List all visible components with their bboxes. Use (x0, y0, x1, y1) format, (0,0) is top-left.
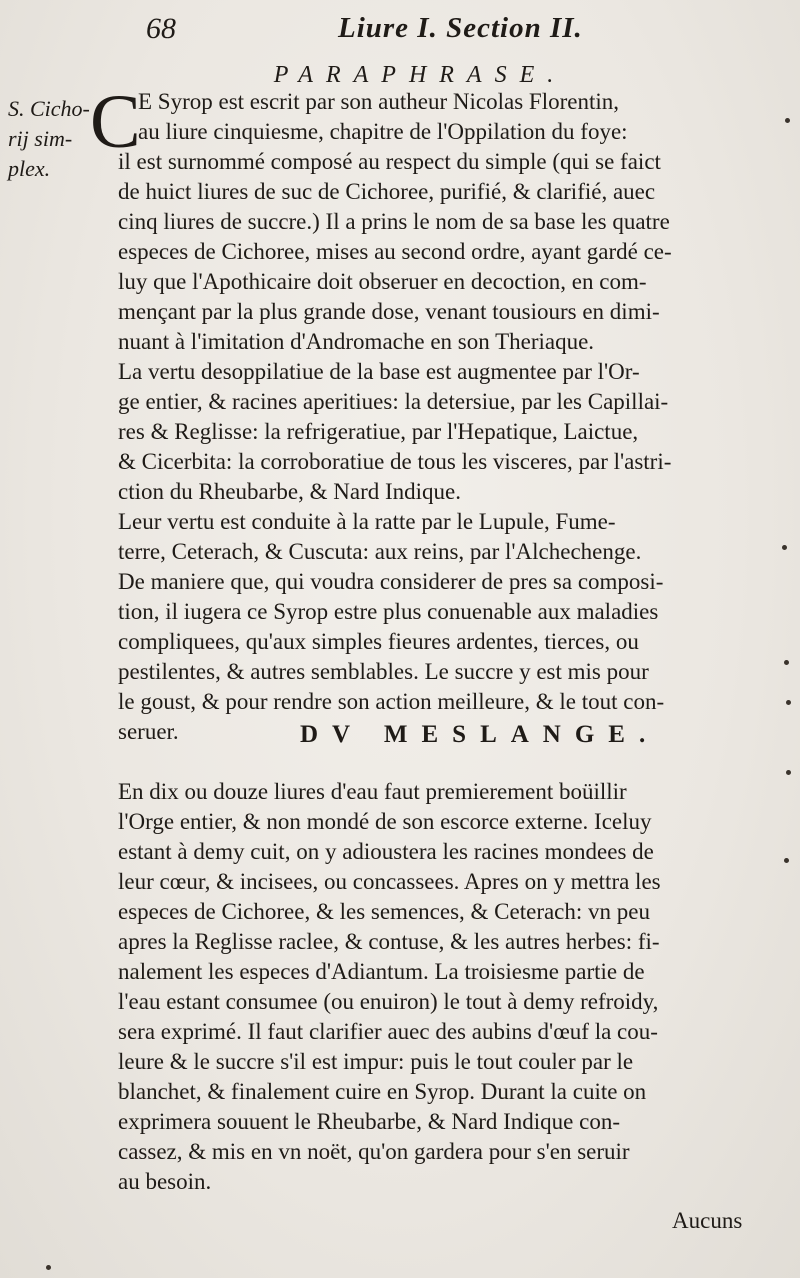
catchword: Aucuns (672, 1208, 743, 1233)
ink-speck (46, 1265, 51, 1270)
margin-note-line: rij sim- (8, 126, 73, 151)
text-line: leure & le succre s'il est impur: puis le tout couler par le (118, 1049, 634, 1074)
paragraph-3 (118, 507, 664, 747)
text-line: l'eau estant consumee (ou enuiron) le tout à demy refroidy, (118, 989, 659, 1014)
page-number: 68 (146, 12, 176, 45)
text-line: En dix ou douze liures d'eau faut premierement boüillir (118, 779, 627, 804)
text-line: especes de Cichoree, mises au second ordre, ayant gardé ce- (118, 239, 672, 264)
margin-note (8, 94, 88, 184)
text-line: pestilentes, & autres semblables. Le succre y est mis pour (118, 659, 649, 684)
text-line: sera exprimé. Il faut clarifier auec des aubins d'œuf la cou- (118, 1019, 658, 1044)
section-title: PARAPHRASE. (273, 62, 567, 88)
text-line: estant à demy cuit, on y adioustera les racines mondees de (118, 839, 654, 864)
text-line: il est surnommé composé au respect du simple (qui se faict (118, 149, 661, 174)
ink-speck (784, 660, 789, 665)
text-line: apres la Reglisse raclee, & contuse, & les autres herbes: fi- (118, 929, 660, 954)
text-line: De maniere que, qui voudra considerer de pres sa composi- (118, 569, 664, 594)
text-line: nalement les especes d'Adiantum. La troisiesme partie de (118, 959, 645, 984)
margin-note-line: plex. (8, 156, 51, 181)
text-line: au liure cinquiesme, chapitre de l'Oppilation du foye: (138, 119, 628, 144)
ink-speck (785, 118, 790, 123)
text-line: E Syrop est escrit par son autheur Nicolas Florentin, (138, 89, 619, 114)
text-line: mençant par la plus grande dose, venant tousiours en dimi- (118, 299, 660, 324)
paragraph-2 (118, 357, 671, 507)
text-line: ge entier, & racines aperitiues: la detersiue, par les Capillai- (118, 389, 669, 414)
ink-speck (786, 770, 791, 775)
text-line: La vertu desoppilatiue de la base est augmentee par l'Or- (118, 359, 640, 384)
text-line: exprimera souuent le Rheubarbe, & Nard Indique con- (118, 1109, 620, 1134)
text-line: luy que l'Apothicaire doit obseruer en decoction, en com- (118, 269, 647, 294)
text-line: nuant à l'imitation d'Andromache en son Theriaque. (118, 329, 595, 354)
text-line: compliquees, qu'aux simples fieures ardentes, tierces, ou (118, 629, 639, 654)
text-line: leur cœur, & incisees, ou concassees. Apres on y mettra les (118, 869, 661, 894)
text-line: cinq liures de succre.) Il a prins le nom de sa base les quatre (118, 209, 670, 234)
paragraph-1 (118, 147, 672, 357)
text-line: l'Orge entier, & non mondé de son escorce externe. Iceluy (118, 809, 652, 834)
page-header (0, 10, 800, 50)
text-line: & Cicerbita: la corroboratiue de tous les visceres, par l'astri- (118, 449, 672, 474)
text-line: au besoin. (118, 1169, 212, 1194)
paragraph-4 (118, 777, 661, 1197)
text-line: blanchet, & finalement cuire en Syrop. Durant la cuite on (118, 1079, 647, 1104)
ink-speck (784, 858, 789, 863)
paragraph-1-opening (138, 87, 628, 147)
running-head: Liure I. Section II. (338, 12, 583, 44)
text-line: cassez, & mis en vn noët, qu'on gardera pour s'en seruir (118, 1139, 630, 1164)
text-line: res & Reglisse: la refrigeratiue, par l'Hepatique, Laictue, (118, 419, 639, 444)
text-line: especes de Cichoree, & les semences, & Ceterach: vn peu (118, 899, 650, 924)
drop-cap: C (90, 80, 141, 164)
text-line: ction du Rheubarbe, & Nard Indique. (118, 479, 461, 504)
text-line: seruer. (118, 719, 179, 744)
text-line: Leur vertu est conduite à la ratte par le Lupule, Fume- (118, 509, 616, 534)
text-line: le goust, & pour rendre son action meilleure, & le tout con- (118, 689, 665, 714)
ink-speck (786, 700, 791, 705)
ink-speck (782, 545, 787, 550)
text-line: terre, Ceterach, & Cuscuta: aux reins, par l'Alchechenge. (118, 539, 642, 564)
margin-note-line: S. Cicho- (8, 96, 90, 121)
text-line: de huict liures de suc de Cichoree, purifié, & clarifié, auec (118, 179, 656, 204)
text-line: tion, il iugera ce Syrop estre plus conuenable aux maladies (118, 599, 659, 624)
subheading: DV MESLANGE. (300, 721, 660, 748)
